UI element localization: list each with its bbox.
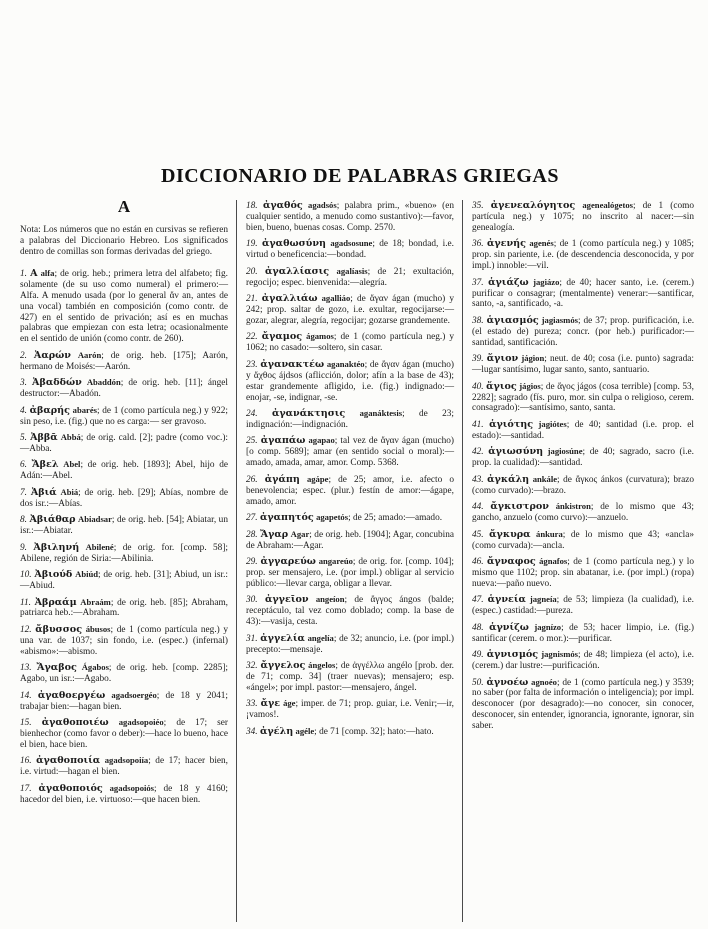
greek-headword: ἀγενεαλόγητος [490,200,576,211]
dictionary-entry [20,783,228,806]
entry-number: 40. [472,381,484,392]
dictionary-entry [472,381,694,415]
entry-definition: ; de lo mismo que 43; «ancla» (como curvada):—ancla. [472,529,695,551]
transliteration: Abiá [60,486,79,497]
greek-headword: Ἀβιληνή [33,541,80,553]
transliteration: jágion [521,353,545,364]
greek-headword: ἀγενής [486,238,526,250]
transliteration: Abaddón [86,377,121,388]
transliteration: agenés [529,238,554,249]
dictionary-entry [472,277,694,311]
entry-definition: ; de 21; exultación, regocijo; espec. bienvenida:—alegría. [246,266,455,288]
transliteration: angelía [307,632,334,643]
entry-number: 16. [20,756,32,767]
entry-definition: ; de orig. heb. [175]; Aarón, hermano de Moisés:—Aarón. [20,350,228,372]
transliteration: agadsós [308,200,337,210]
greek-headword: ἀγέλη [259,725,294,737]
transliteration: aganaktéo [326,358,365,369]
dictionary-entry [20,405,228,428]
entry-definition: ; de orig. for. [comp. 58]; Abilene, región de Siria:—Abilinia. [20,542,229,564]
section-letter-heading: A [117,200,131,216]
column-middle [236,200,462,922]
dictionary-entry [472,419,694,442]
greek-headword: ἁγιάζω [488,276,529,288]
transliteration: agadsopoiía [104,755,149,766]
entry-definition: ; de ἄγαν ágan (mucho) y ἄχθος ájdsos (aflicción, dolor; afín a la base de 43); estar grandemente afligido, i.e. (fig.) indignado:—enojar, -se, indignar, -se. [246,359,454,403]
entry-definition: ; de 18 y 2041; trabajar bien:—hagan bien. [20,690,228,712]
dictionary-entry [20,569,228,592]
entry-definition: ; palabra prim., «bueno» (en cualquier sentido, a menudo como sustantivo):—favor, bien, bueno, buenas cosas. Comp. 2570. [246,201,454,233]
dictionary-entry [246,474,454,508]
dictionary-entry [20,690,228,713]
greek-headword: ἁγιασμός [486,314,539,326]
greek-headword: Ἀβαδδών [32,377,82,389]
entry-definition: ; de 18 y 4160; hacedor del bien, i.e. virtuoso:—que hacen bien. [20,783,229,805]
entry-definition: ; de orig. heb. [1893]; Abel, hijo de Adán:—Abel. [20,460,228,482]
entry-number: 5. [20,433,27,444]
greek-headword: ἁγνισμός [486,649,539,661]
entry-list-right [472,200,694,732]
entry-definition: ; imper. de 71; prop. guiar, i.e. Venir;—ir, ¡vamos!. [246,699,454,721]
entry-definition: ; de orig. heb. [1904]; Agar, concubina de Abraham:—Agar. [246,529,455,551]
entry-definition: ; de 25; amado:—amado. [348,513,443,524]
dictionary-entry [246,529,454,552]
entry-definition: ; de 37; prop. purificación, i.e. (el estado de) pureza; concr. (por heb.) purificador:—santidad, santificación. [472,315,695,348]
entry-number: 38. [472,315,484,326]
greek-headword: Ἀβιούδ [34,569,73,581]
entry-definition: ; de 25; amor, i.e. afecto o benevolencia; espec. (plur.) festín de amor:—ágape, amado, amor. [246,474,455,507]
greek-headword: ἁγιωσύνη [488,446,544,458]
entry-number: 27. [246,513,258,524]
greek-headword: ἀγάπη [264,473,300,485]
entry-definition: ; de ἅγος jágos (cosa terrible) [comp. 53, 2282]; sagrado (fís. puro, mor. sin culpa o religioso, cerem. consagrado):—santísimo, santo, santa. [472,381,695,414]
entry-number: 47. [472,595,484,606]
entry-definition: ; de orig. heb. [85]; Abraham, patriarca heb.:—Abraham. [20,597,229,619]
greek-headword: Ἀβιά [30,486,57,498]
dictionary-entry [246,359,454,404]
dictionary-entry [246,594,454,628]
entry-number: 25. [246,436,258,447]
column-right [462,200,696,922]
greek-headword: ἀγγαρεύω [260,556,316,567]
transliteration: Abel [63,459,81,470]
greek-headword: ἀγανακτέω [260,358,325,370]
transliteration: Agar [290,528,310,539]
entry-number: 24. [246,409,258,420]
transliteration: angeíon [315,594,345,605]
transliteration: jagiasmós [541,314,578,325]
greek-headword: ἀγαθοποιός [38,782,103,794]
entry-number: 15. [20,718,32,729]
entry-definition: ; de 17; ser bienhechor (como favor o deber):—hace lo bueno, hace el bien, hace bien. [20,718,228,750]
entry-number: 1. [20,268,27,279]
transliteration: Aarón [77,349,102,360]
entry-number: 48. [472,622,484,633]
greek-headword: Ἄγαβος [36,662,77,674]
dictionary-entry [246,408,454,431]
transliteration: Abiúd [75,569,99,580]
entry-number: 31. [246,633,258,644]
entry-definition: ; de 1 (como partícula neg.) y lo mismo que 1102; prop. sin abatanar, i.e. (por impl.) (ropa) nueva:—paño nuevo. [472,557,694,589]
dictionary-entry [20,432,228,455]
dictionary-entry [472,353,694,376]
dictionary-entry [20,717,228,751]
entry-number: 46. [472,557,484,567]
entry-definition: ; de 40; santidad (i.e. prop. el estado):—santidad. [472,419,695,441]
dictionary-entry [472,238,694,272]
entry-number: 36. [472,239,484,250]
dictionary-entry [246,331,454,354]
entry-definition: ; de orig. cald. [2]; padre (como voc.):—Abba. [20,433,229,454]
transliteration: abarés [72,404,98,415]
greek-headword: ἀγαθοποιία [36,755,101,767]
greek-headword: ἅγιος [486,380,517,392]
dictionary-entry [472,529,694,552]
entry-number: 33. [246,699,258,710]
entry-definition: ; de 23; indignación:—indignación. [246,409,454,430]
entry-definition: ; de 53; limpieza (la cualidad), i.e. (espec.) castidad:—pureza. [472,595,695,617]
transliteration: áge [283,698,296,709]
entry-number: 11. [20,597,31,608]
column-left [16,200,236,922]
dictionary-entry [20,624,228,658]
transliteration: jagiázo [533,276,560,287]
greek-headword: ἀγαπητός [259,512,314,524]
entry-definition: ; de 1 (como partícula neg.) y una var. de 1037; sin fondo, i.e. (espec.) (infernal) «abismo»:—abismo. [20,624,229,657]
greek-headword: ἄγκιστρον [490,501,549,513]
entry-definition: ; de 1 (como partícula neg.) y 1062; no casado:—soltero, sin casar. [246,332,455,354]
entry-definition: ; de orig. heb. [54]; Abiatar, un isr.:—Abiatar. [20,515,228,537]
entry-number: 13. [20,663,32,674]
dictionary-entry [20,597,228,620]
transliteration: agadsopoiéo [118,717,164,728]
transliteration: jagnízo [534,621,562,632]
transliteration: ágnafos [539,556,568,566]
dictionary-entry [246,512,454,524]
dictionary-entry [246,660,454,694]
dictionary-columns [16,200,696,922]
entry-definition: ; de ἄγαν ágan (mucho) y 242; prop. saltar de gozo, i.e. exultar, regocijarse:—gozar, alegrar, alegría, regocijar; gozarse grandemente. [246,294,455,326]
usage-note: Nota: Los números que no están en cursivas se refieren a palabras del Diccionario Hebreo. Los significados dentro de comillas son formas derivadas del griego. [20,224,228,257]
greek-headword: Ἄγαρ [260,528,289,540]
greek-headword: ἀγγεῖον [264,594,309,606]
greek-headword: ἀγαπάω [260,435,306,447]
entry-number: 49. [472,650,484,661]
greek-headword: Ἀβραάμ [34,596,77,608]
transliteration: ángelos [308,660,336,671]
greek-headword: ἀγαλλιάω [261,293,318,305]
entry-number: 9. [20,542,27,553]
entry-number: 12. [20,624,32,635]
entry-definition: ; de orig. heb. [31]; Abiud, un isr.:—Abiud. [20,570,228,591]
dictionary-entry [20,350,228,373]
entry-number: 3. [20,378,27,389]
dictionary-entry [246,556,454,590]
dictionary-entry [472,200,694,234]
dictionary-entry [246,698,454,721]
greek-headword: ἁγιότης [489,418,534,430]
entry-definition: ; de ἄγκος ánkos (curvatura); brazo (como curvado):—brazo. [472,474,695,496]
dictionary-entry [472,446,694,469]
entry-number: 8. [20,515,27,526]
dictionary-entry [246,200,454,234]
greek-headword: Ἄβελ [31,459,59,471]
greek-headword: Ἀβιάθαρ [29,514,76,526]
transliteration: ankále [532,473,558,484]
entry-number: 10. [20,570,32,581]
greek-headword: ἄγγελος [260,660,306,672]
greek-headword: ἀγαθός [262,200,303,211]
dictionary-entry [246,435,454,469]
transliteration: Ágabos [81,662,109,673]
dictionary-entry [20,459,228,482]
entry-number: 19. [246,239,258,250]
transliteration: ágamos [306,331,334,342]
entry-list-left [20,268,228,806]
entry-number: 42. [472,447,484,458]
transliteration: jagnismós [541,649,579,660]
transliteration: ánkura [536,528,563,539]
entry-number: 29. [246,557,258,567]
entry-number: 30. [246,595,258,606]
dictionary-entry [20,268,228,345]
transliteration: alfa [40,267,55,278]
dictionary-entry [246,633,454,656]
transliteration: ábusos [85,623,111,634]
entry-definition: ; de 17; hacer bien, i.e. virtud:—hagan el bien. [20,756,229,778]
transliteration: jágios [519,380,541,391]
dictionary-entry [472,474,694,497]
greek-headword: ἀγκάλη [487,473,530,485]
transliteration: agápe [306,473,329,484]
transliteration: agalliáo [321,293,351,304]
entry-number: 32. [246,661,258,672]
entry-number: 37. [472,277,484,288]
entry-definition: ; neut. de 40; cosa (i.e. punto) sagrada:—lugar santísimo, lugar santo, santo, santuario. [472,354,694,376]
entry-definition: ; de 71 [comp. 32]; hato:—hato. [314,726,434,737]
greek-headword: ἁγνεία [487,594,526,606]
entry-number: 4. [20,405,27,416]
dictionary-entry [472,622,694,645]
entry-definition: ; de orig. heb.; primera letra del alfabeto; fig. solamente (de su uso como numeral) el primero:—Alfa. A menudo usada (por lo general ἄν an, antes de una vocal) también en composición (como contr. de 427) en el sentido de privación; así es en muchas palabras que empiezan con esta letra; ocasionalmente en el sentido de unión (como contr. de 260). [20,268,228,345]
entry-definition: ; de 1 (como partícula neg.) y 1085; prop. sin pariente, i.e. (de descendencia desconocida, y por impl.) innoble:—vil. [472,239,695,272]
transliteration: aganáktesis [359,408,403,419]
dictionary-entry [20,377,228,400]
dictionary-entry [472,501,694,524]
greek-headword: ἄγκυρα [489,528,531,540]
dictionary-entry [472,556,694,590]
transliteration: Abraám [80,596,111,607]
entry-number: 20. [246,266,258,277]
entry-definition: ; de 32; anuncio, i.e. (por impl.) precepto:—mensaje. [246,633,455,655]
entry-number: 34. [246,726,258,737]
entry-number: 2. [20,350,27,361]
entry-definition: ; de orig. heb. [29]; Abías, nombre de dos isr.:—Abías. [20,487,229,509]
dictionary-entry [20,542,228,565]
transliteration: agadsopoiós [109,782,155,793]
entry-number: 43. [472,474,484,485]
entry-number: 35. [472,201,484,211]
entry-number: 7. [20,487,27,498]
entry-number: 28. [246,529,258,540]
entry-number: 26. [246,474,258,485]
entry-definition: ; de 53; hacer limpio, i.e. (fig.) santificar (cerem. o mor.):—purificar. [472,622,694,644]
transliteration: agenealógetos [582,200,633,210]
transliteration: agéle [295,725,315,736]
entry-definition: ; de 1 (como partícula neg.) y 3539; no saber (por falta de información o inteligencia); por impl. desconocer (por desagrado):—no conocer, sin conocer, desconocer, sin entender, ignorancia, ignorante, ignorar, sin saber. [472,677,695,732]
entry-definition: ; de 40; sagrado, sacro (i.e. prop. la cualidad):—santidad. [472,447,695,469]
dictionary-entry [20,755,228,778]
entry-number: 17. [20,783,32,794]
entry-number: 14. [20,690,32,701]
entry-number: 41. [472,419,484,430]
transliteration: agalíasis [336,265,368,276]
dictionary-entry [472,315,694,349]
entry-definition: ; de lo mismo que 43; gancho, anzuelo (como curvo):—anzuelo. [472,502,694,524]
dictionary-entry [246,266,454,289]
entry-definition: ; de 40; hacer santo, i.e. (cerem.) purificar o consagrar; (mentalmente) venerar:—santificar, santo, -a, santificado, -a. [472,277,695,310]
dictionary-entry [246,726,454,738]
entry-number: 23. [246,359,258,370]
dictionary-entry [472,594,694,617]
entry-definition: ; de 48; limpieza (el acto), i.e. (cerem.) dar lustre:—purificación. [472,650,695,672]
entry-definition: ; de 18; bondad, i.e. virtud o beneficencia:—bondad. [246,239,454,261]
transliteration: jagiosúne [547,446,583,457]
transliteration: Abbá [60,432,81,443]
entry-number: 45. [472,529,484,540]
greek-headword: ἀγαθωσύνη [261,238,326,250]
dictionary-entry [472,677,694,733]
greek-headword: Ἀββᾶ [30,432,58,444]
dictionary-entry [20,514,228,537]
entry-list-middle [246,200,454,738]
transliteration: ánkistron [555,501,591,512]
dictionary-entry [246,238,454,261]
greek-headword: ἀγαθοεργέω [37,689,106,701]
entry-definition: ; tal vez de ἄγαν ágan (mucho) [o comp. 5689]; amar (en sentido social o moral):—amado, amada, amar, amor. Comp. 5368. [246,436,454,469]
entry-number: 6. [20,460,27,471]
greek-headword: ἄβυσσος [35,623,83,635]
transliteration: Abiadsar [78,514,112,525]
entry-definition: ; de orig. heb. [11]; ángel destructor:—Abadón. [20,378,229,400]
dictionary-entry [20,662,228,685]
transliteration: jagiótes [538,418,567,429]
transliteration: agadsosune [330,238,373,249]
entry-number: 22. [246,332,258,343]
greek-headword: ἀβαρής [29,404,70,416]
entry-definition: ; de 1 (como partícula neg.) y 922; sin peso, i.e. (fig.) que no es carga:— ser gravoso. [20,405,228,427]
greek-headword: ἄγναφος [487,556,536,567]
greek-headword: ἀγανάκτησις [271,408,346,420]
page-title: DICCIONARIO DE PALABRAS GRIEGAS [161,165,559,188]
entry-definition: ; de orig. heb. [comp. 2285]; Agabo, un isr.:—Agabo. [20,663,229,685]
greek-headword: Ἀαρών [33,349,71,361]
dictionary-entry [246,293,454,327]
dictionary-entry [20,487,228,510]
entry-definition: ; de 1 (como partícula neg.) y 1075; no inscrito al nacer:—sin genealogía. [472,201,695,233]
transliteration: agapao [308,435,335,446]
entry-number: 21. [246,294,258,305]
transliteration: angareúo [318,556,353,566]
entry-number: 39. [472,354,484,365]
transliteration: agnoéo [531,676,557,687]
entry-definition: ; de ἀγγέλλω angélo [prob. der. de 71; comp. 34] (traer nuevas); mensajero; esp. «ángel»; por impl. pastor:—mensajero, ángel. [246,661,454,693]
greek-headword: ἀγγελία [260,632,305,644]
greek-headword: ἀγαλλίασις [265,265,330,277]
greek-headword: A [30,267,38,279]
transliteration: jagneía [529,594,557,605]
transliteration: agadsoergéo [111,689,157,700]
greek-headword: ἅγιον [486,353,519,365]
greek-headword: ἄγε [260,698,281,710]
dictionary-entry [472,649,694,672]
greek-headword: ἀγνοέω [486,676,529,688]
entry-definition: ; de ἄγγος ángos (balde; receptáculo, tal vez como doblado; comp. la base de 43):—vasija, cesta. [246,595,455,628]
transliteration: agapetós [316,512,349,523]
greek-headword: ἀγαθοποιέω [41,717,109,729]
entry-number: 44. [472,502,484,513]
entry-number: 18. [246,201,258,211]
greek-headword: ἁγνίζω [489,621,529,633]
transliteration: Abilené [85,541,114,552]
entry-definition: ; de orig. for. [comp. 104]; prop. ser mensajero, i.e. (por impl.) obligar al servicio público:—llevar carga, obligar a llevar. [246,557,454,589]
entry-number: 50. [472,677,484,688]
greek-headword: ἄγαμος [261,331,303,343]
